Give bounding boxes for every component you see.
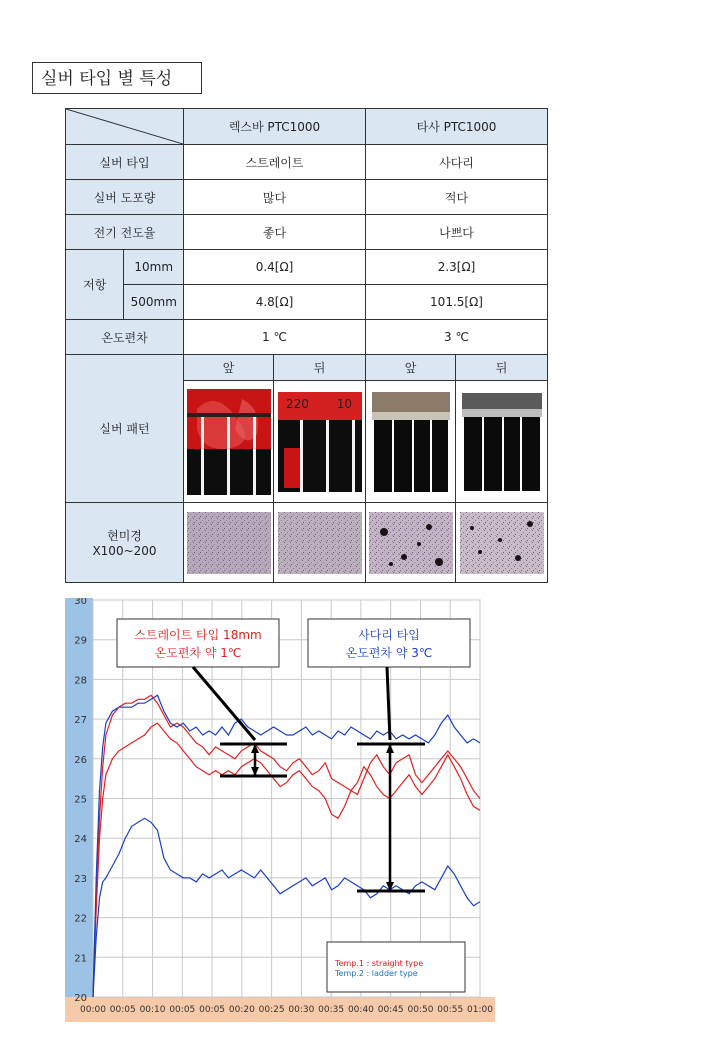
legend-item: Temp.2 : ladder type	[335, 969, 418, 978]
cell-value: 2.3[Ω]	[366, 250, 548, 285]
pattern-image-lexbar-front	[184, 381, 274, 503]
spec-table	[65, 108, 548, 583]
corner-cell	[66, 109, 184, 145]
cell-value: 많다	[184, 180, 366, 215]
microscope-image-lexbar-front	[184, 503, 274, 583]
pattern-image-other-back	[456, 381, 548, 503]
resistance-sub-500mm: 500mm	[124, 285, 184, 320]
cell-value: 3 ℃	[366, 320, 548, 355]
x-tick-label: 00:00	[80, 1005, 106, 1015]
back-label: 뒤	[274, 355, 366, 381]
cell-value: 0.4[Ω]	[184, 250, 366, 285]
microscope-label-line1: 현미경	[107, 529, 142, 543]
cell-value: 4.8[Ω]	[184, 285, 366, 320]
x-tick-label: 00:55	[437, 1005, 464, 1015]
annotation-line2: 온도편차 약 3℃	[345, 646, 433, 660]
x-tick-label: 00:40	[347, 1005, 374, 1015]
print-text-2: 220	[285, 396, 309, 411]
y-tick-label: 29	[74, 635, 87, 647]
x-tick-label: 00:50	[407, 1005, 434, 1015]
row-label: 실버 타입	[66, 145, 184, 180]
row-label: 실버 도포량	[66, 180, 184, 215]
microscope-label-line2: X100~200	[92, 544, 157, 558]
pattern-image-other-front	[366, 381, 456, 503]
y-tick-label: 24	[74, 834, 87, 846]
y-tick-label: 26	[74, 754, 87, 766]
cell-value: 1 ℃	[184, 320, 366, 355]
microscope-label	[66, 503, 184, 583]
cell-value: 적다	[366, 180, 548, 215]
x-tick-label: 01:00	[467, 1005, 493, 1015]
cell-value: 나쁘다	[366, 215, 548, 250]
row-label: 온도편차	[66, 320, 184, 355]
microscope-image-other-front	[366, 503, 456, 583]
cell-value: 101.5[Ω]	[366, 285, 548, 320]
resistance-label: 저항	[66, 250, 124, 320]
y-tick-label: 22	[74, 913, 87, 925]
x-tick-label: 00:10	[139, 1005, 166, 1015]
y-tick-label: 28	[74, 675, 87, 687]
x-tick-label: 00:45	[377, 1005, 404, 1015]
x-tick-label: 00:05	[199, 1005, 226, 1015]
column-header-other: 타사 PTC1000	[366, 109, 548, 145]
x-tick-label: 00:20	[228, 1005, 255, 1015]
cell-value: 좋다	[184, 215, 366, 250]
cell-value: 스트레이트	[184, 145, 366, 180]
x-tick-label: 00:30	[288, 1005, 315, 1015]
y-tick-label: 25	[74, 794, 87, 806]
back-label: 뒤	[456, 355, 548, 381]
y-tick-label: 21	[74, 953, 87, 965]
legend-item: Temp.1 : straight type	[335, 959, 424, 968]
x-tick-label: 00:05	[109, 1005, 136, 1015]
cell-value: 사다리	[366, 145, 548, 180]
temperature-chart	[65, 598, 495, 1022]
front-label: 앞	[366, 355, 456, 381]
page-title: 실버 타입 별 특성	[32, 62, 202, 94]
microscope-image-other-back	[456, 503, 548, 583]
annotation-line2: 온도편차 약 1℃	[154, 646, 242, 660]
print-text-1: 10	[336, 396, 352, 411]
x-tick-label: 00:35	[318, 1005, 345, 1015]
x-tick-label: 00:25	[258, 1005, 285, 1015]
front-label: 앞	[184, 355, 274, 381]
chart-svg	[65, 598, 495, 1022]
microscope-image-lexbar-back	[274, 503, 366, 583]
annotation-line1: 스트레이트 타입 18mm	[134, 628, 262, 642]
annotation-line1: 사다리 타입	[358, 628, 420, 642]
pattern-image-lexbar-back	[274, 381, 366, 503]
resistance-sub-10mm: 10mm	[124, 250, 184, 285]
y-tick-label: 27	[74, 715, 87, 727]
pattern-label: 실버 패턴	[66, 355, 184, 503]
y-tick-label: 30	[74, 598, 87, 607]
x-tick-label: 00:05	[169, 1005, 196, 1015]
column-header-lexbar: 렉스바 PTC1000	[184, 109, 366, 145]
y-tick-label: 20	[74, 993, 87, 1004]
row-label: 전기 전도율	[66, 215, 184, 250]
y-tick-label: 23	[74, 873, 87, 885]
